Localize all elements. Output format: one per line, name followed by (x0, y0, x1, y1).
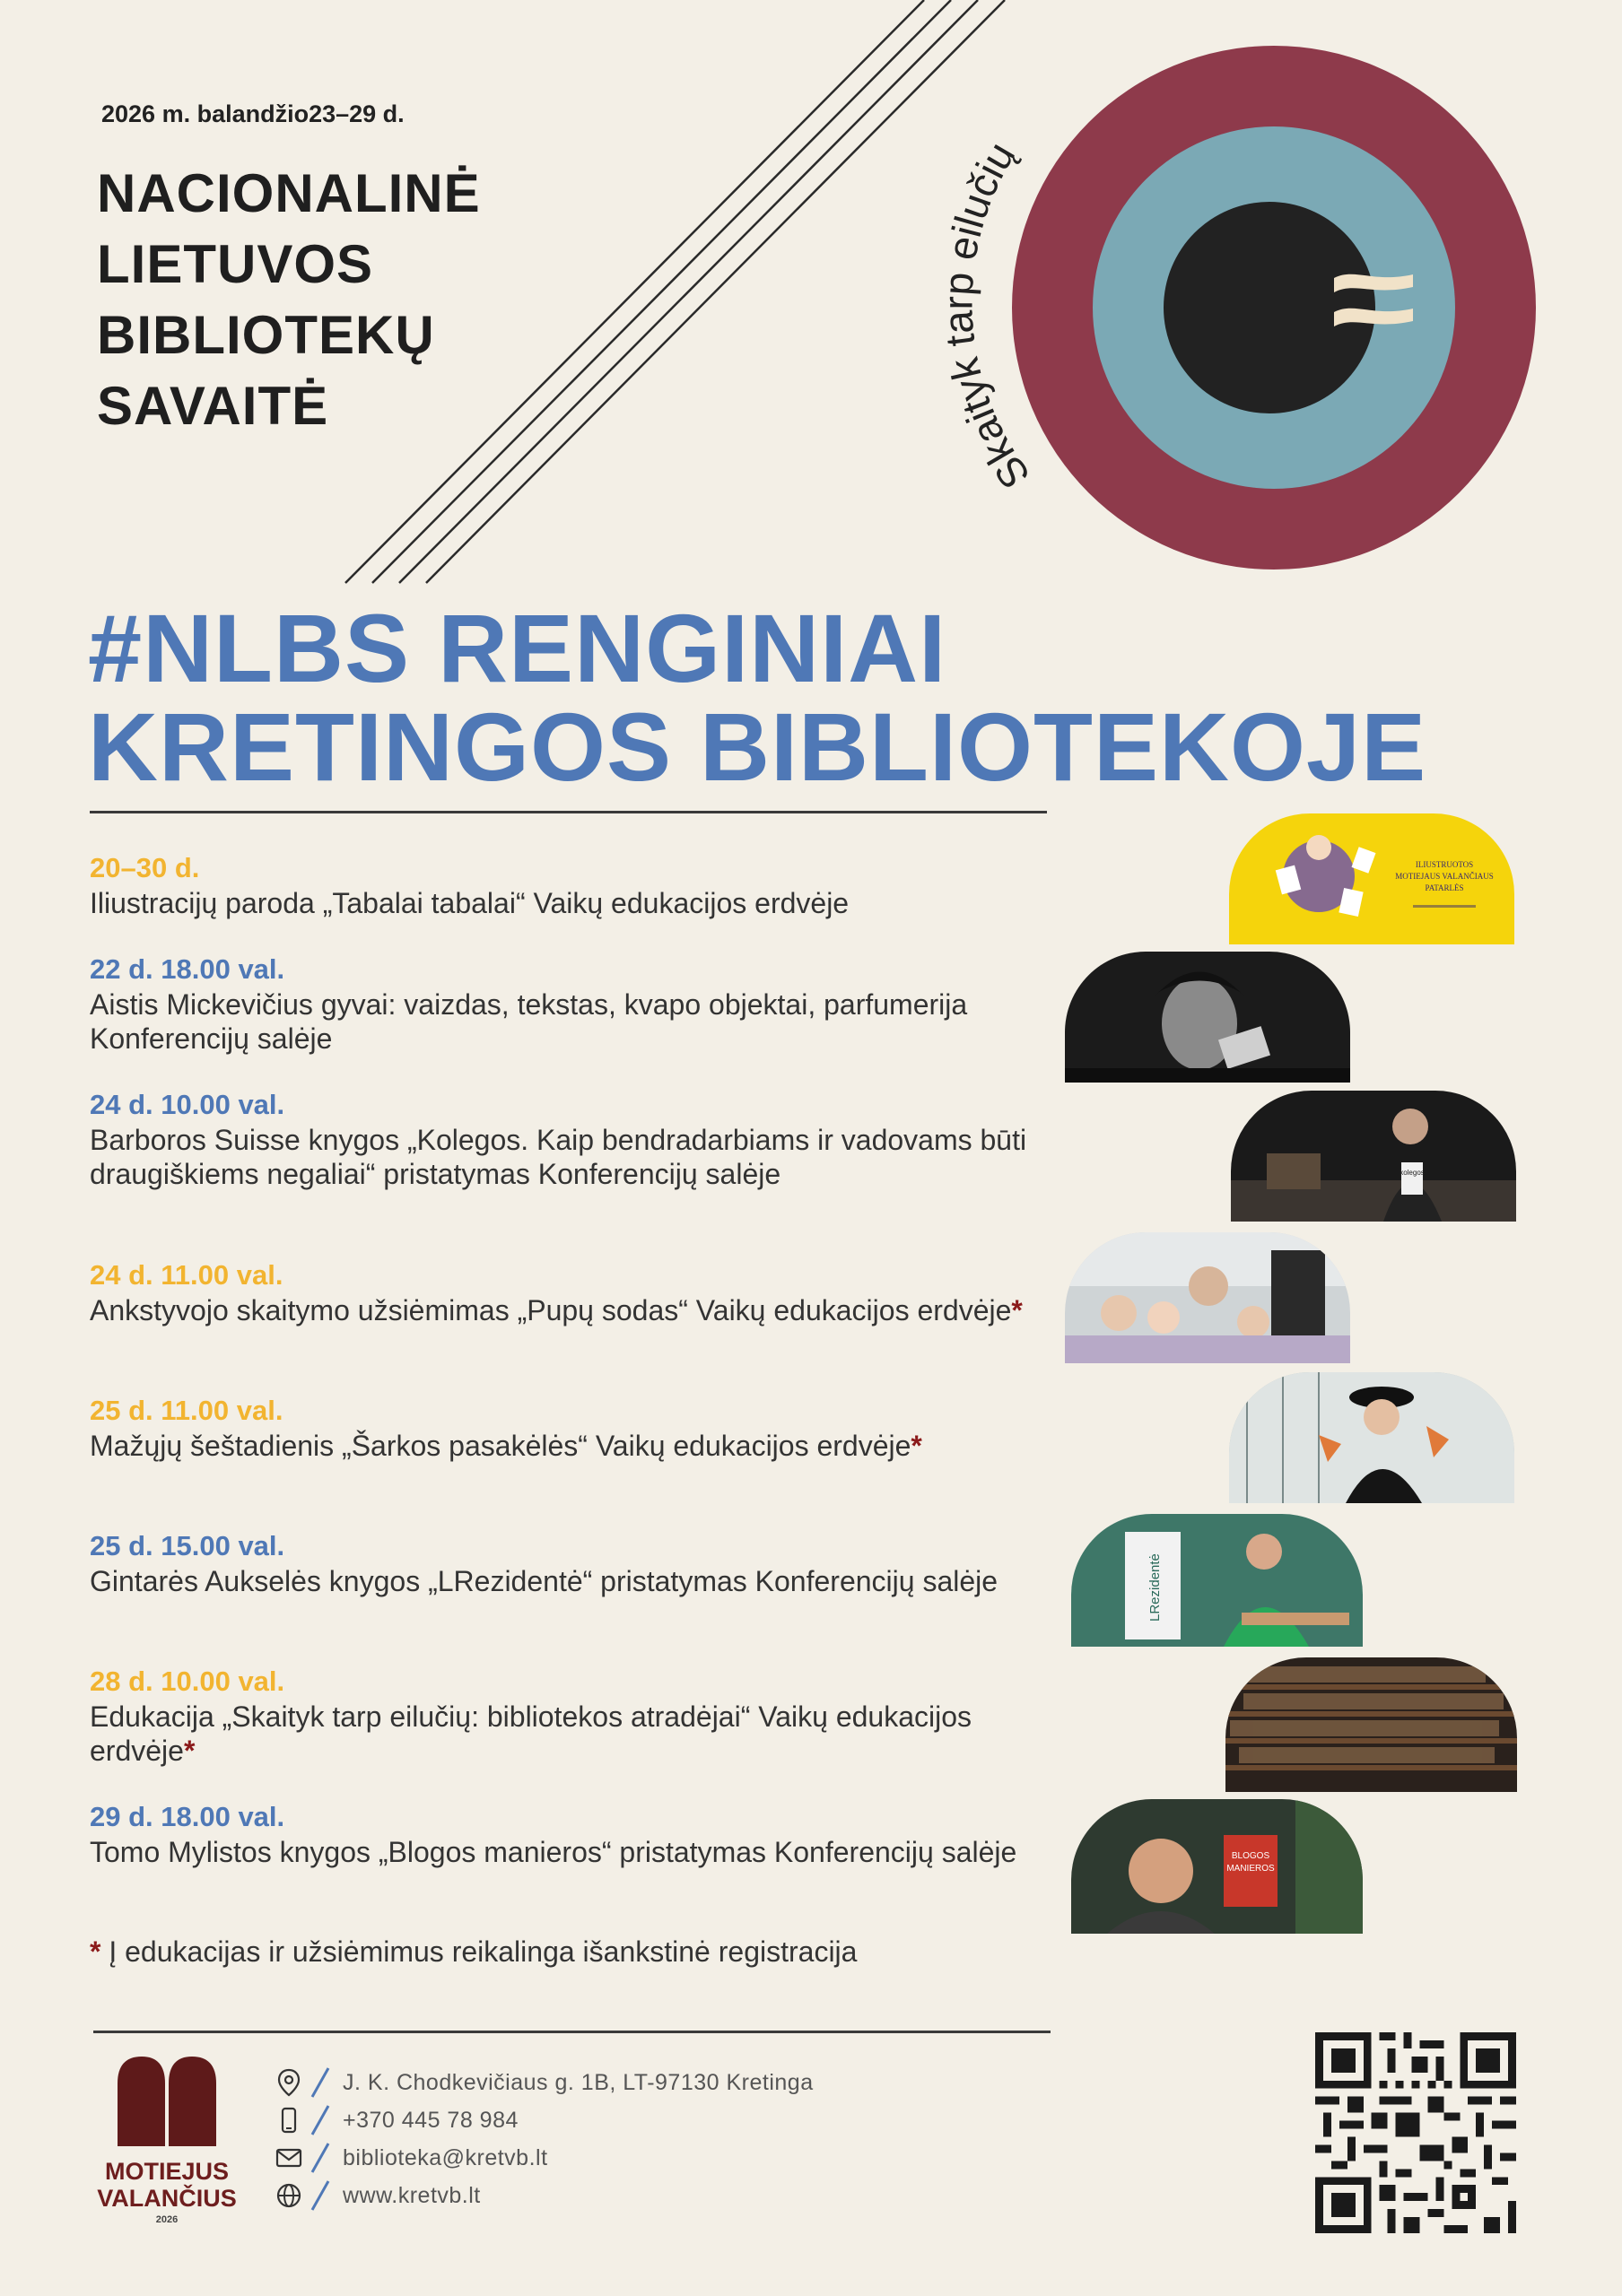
event-item (90, 1665, 1059, 1768)
contact-address (273, 2065, 814, 2100)
event-photo-tomas (1071, 1799, 1363, 1934)
eye-pupil (1164, 202, 1375, 413)
contact-text[interactable]: +370 445 78 984 (343, 2107, 519, 2133)
event-description: Ankstyvojo skaitymo užsiėmimas „Pupų sodas“ Vaikų edukacijos erdvėje* (90, 1294, 1023, 1326)
svg-text:Skaityk tarp eilučių (934, 134, 1039, 497)
library-logo (86, 2052, 248, 2231)
book-cover-title: LRezidentė (1147, 1553, 1163, 1622)
event-time: 22 d. 18.00 val. (90, 953, 285, 985)
event-photo-exhibition (1229, 813, 1514, 944)
contact-phone[interactable] (273, 2102, 519, 2138)
qr-code[interactable] (1315, 2032, 1516, 2233)
event-description: Tomo Mylistos knygos „Blogos manieros“ pristatymas Konferencijų salėje (90, 1836, 1017, 1868)
contact-text: J. K. Chodkevičiaus g. 1B, LT-97130 Kretinga (343, 2069, 814, 2095)
exhibition-book-line: MOTIEJAUS VALANČIAUS (1395, 872, 1494, 881)
event-description: Gintarės Aukselės knygos „LRezidentė“ pristatymas Konferencijų salėje (90, 1565, 998, 1597)
phone-icon (273, 2104, 305, 2136)
divider (93, 2031, 1051, 2033)
exhibition-book-line: ILIUSTRUOTOS (1415, 860, 1474, 869)
event-item (90, 1530, 1059, 1598)
event-description: Edukacija „Skaityk tarp eilučių: bibliotekos atradėjai“ Vaikų edukacijos erdvėje* (90, 1700, 972, 1767)
event-description: Barboros Suisse knygos „Kolegos. Kaip bendradarbiams ir vadovams būti draugiškiems negaliai“ pristatymas Konferencijų salėje (90, 1124, 1027, 1190)
divider (90, 811, 1047, 813)
event-description: Aistis Mickevičius gyvai: vaizdas, tekstas, kvapo objektai, parfumerija Konferencijų salėje (90, 988, 968, 1055)
week-title-line: SAVAITĖ (97, 376, 329, 436)
book-cover-title: MANIEROS (1226, 1864, 1275, 1874)
slash-divider (307, 2140, 334, 2176)
event-time: 24 d. 10.00 val. (90, 1089, 285, 1120)
main-title (88, 594, 1427, 801)
logo-year: 2026 (155, 2214, 179, 2225)
slogan-text: Skaityk tarp eilučių (934, 134, 1039, 498)
event-time: 29 d. 18.00 val. (90, 1801, 285, 1832)
event-item (90, 953, 1059, 1056)
week-title-line: LIETUVOS (97, 234, 374, 294)
event-photo-barbora (1231, 1091, 1516, 1222)
event-time: 25 d. 15.00 val. (90, 1530, 285, 1561)
event-photo-magpie-tales (1229, 1372, 1514, 1503)
registration-note: * Į edukacijas ir užsiėmimus reikalinga išankstinė registracija (90, 1935, 858, 1968)
event-time: 28 d. 10.00 val. (90, 1665, 285, 1697)
slash-divider (307, 2102, 334, 2138)
event-photo-children-reading (1065, 1232, 1350, 1363)
slash-divider (307, 2065, 334, 2100)
event-time: 24 d. 11.00 val. (90, 1259, 283, 1291)
mail-icon (273, 2142, 305, 2174)
main-title-line: #NLBS RENGINIAI (88, 594, 947, 702)
event-item (90, 1259, 1059, 1327)
contact-email[interactable] (273, 2140, 548, 2176)
location-pin-icon (273, 2066, 305, 2099)
week-title-line: NACIONALINĖ (97, 163, 481, 223)
event-photo-library-shelves (1225, 1657, 1517, 1792)
contact-text[interactable]: biblioteka@kretvb.lt (343, 2144, 548, 2170)
contact-text[interactable]: www.kretvb.lt (343, 2182, 481, 2208)
book-cover-title: kolegos (1400, 1169, 1425, 1177)
book-cover-title: BLOGOS (1231, 1851, 1270, 1861)
event-photo-aistis (1065, 952, 1350, 1083)
event-description: Iliustracijų paroda „Tabalai tabalai“ Vaikų edukacijos erdvėje (90, 887, 850, 919)
logo-text: MOTIEJUS (104, 2158, 230, 2185)
slash-divider (307, 2178, 334, 2213)
slogan-arc (897, 54, 1166, 520)
event-item (90, 852, 1059, 920)
event-photo-gintare (1071, 1514, 1363, 1647)
main-title-line: KRETINGOS BIBLIOTEKOJE (88, 692, 1427, 801)
event-description: Mažųjų šeštadienis „Šarkos pasakėlės“ Vaikų edukacijos erdvėje* (90, 1430, 922, 1462)
week-title-line: BIBLIOTEKŲ (97, 305, 435, 365)
contact-website[interactable] (273, 2178, 481, 2213)
event-time: 25 d. 11.00 val. (90, 1395, 283, 1426)
event-time: 20–30 d. (90, 852, 200, 883)
event-item (90, 1801, 1059, 1869)
event-item (90, 1089, 1059, 1191)
globe-icon (273, 2179, 305, 2212)
event-item (90, 1395, 1059, 1463)
event-dates: 2026 m. balandžio23–29 d. (101, 100, 405, 127)
logo-text: VALANČIUS (97, 2185, 237, 2212)
exhibition-book-line: PATARLĖS (1425, 883, 1464, 892)
